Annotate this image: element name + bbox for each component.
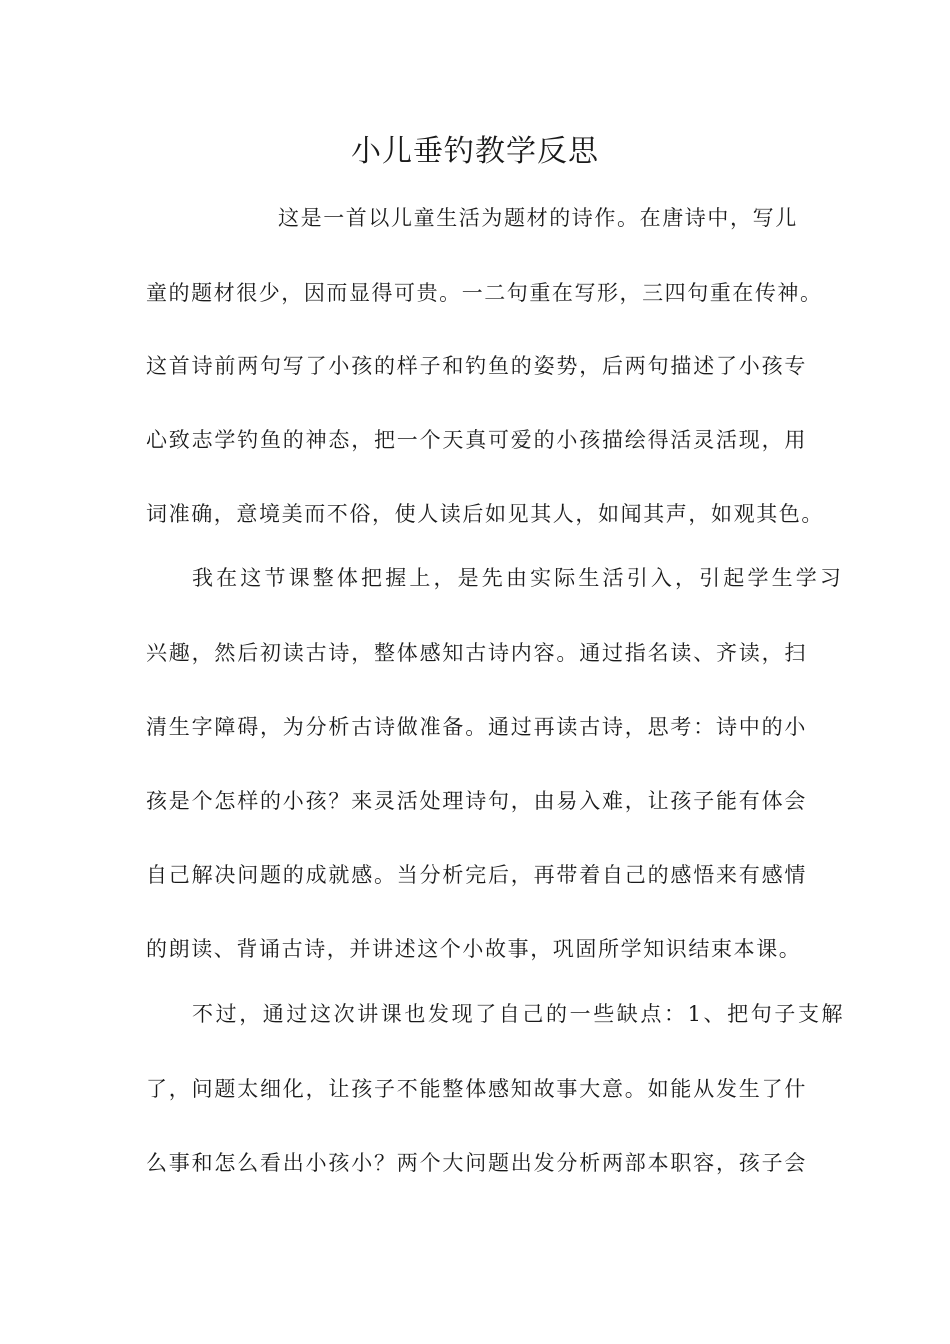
- paragraph-line: 词准确，意境美而不俗，使人读后如见其人，如闻其声，如观其色。: [146, 502, 824, 526]
- paragraph-line: 清生字障碍，为分析古诗做准备。通过再读古诗，思考：诗中的小: [146, 715, 808, 739]
- paragraph-line: 的朗读、背诵古诗，并讲述这个小故事，巩固所学知识结束本课。: [146, 937, 802, 961]
- paragraph-line: 童的题材很少，因而显得可贵。一二句重在写形，三四句重在传神。: [146, 281, 823, 305]
- paragraph-line: 孩是个怎样的小孩？来灵活处理诗句，由易入难，让孩子能有体会: [146, 789, 808, 813]
- paragraph-line: 这是一首以儿童生活为题材的诗作。在唐诗中，写儿: [278, 206, 798, 230]
- paragraph-line: 我在这节课整体把握上，是先由实际生活引入，引起学生学习: [192, 566, 845, 590]
- document-title: 小儿垂钓教学反思: [351, 134, 599, 169]
- paragraph-line: 自己解决问题的成就感。当分析完后，再带着自己的感悟来有感情: [146, 863, 808, 887]
- paragraph-line: 这首诗前两句写了小孩的样子和钓鱼的姿势，后两句描述了小孩专: [146, 354, 808, 378]
- paragraph-line: 兴趣，然后初读古诗，整体感知古诗内容。通过指名读、齐读，扫: [146, 641, 808, 665]
- paragraph-line: 不过，通过这次讲课也发现了自己的一些缺点：1、把句子支解: [192, 1002, 846, 1026]
- paragraph-line: 了，问题太细化，让孩子不能整体感知故事大意。如能从发生了什: [146, 1077, 808, 1101]
- paragraph-line: 心致志学钓鱼的神态，把一个天真可爱的小孩描绘得活灵活现，用: [146, 428, 808, 452]
- paragraph-line: 么事和怎么看出小孩小？两个大问题出发分析两部本职容，孩子会: [146, 1151, 808, 1175]
